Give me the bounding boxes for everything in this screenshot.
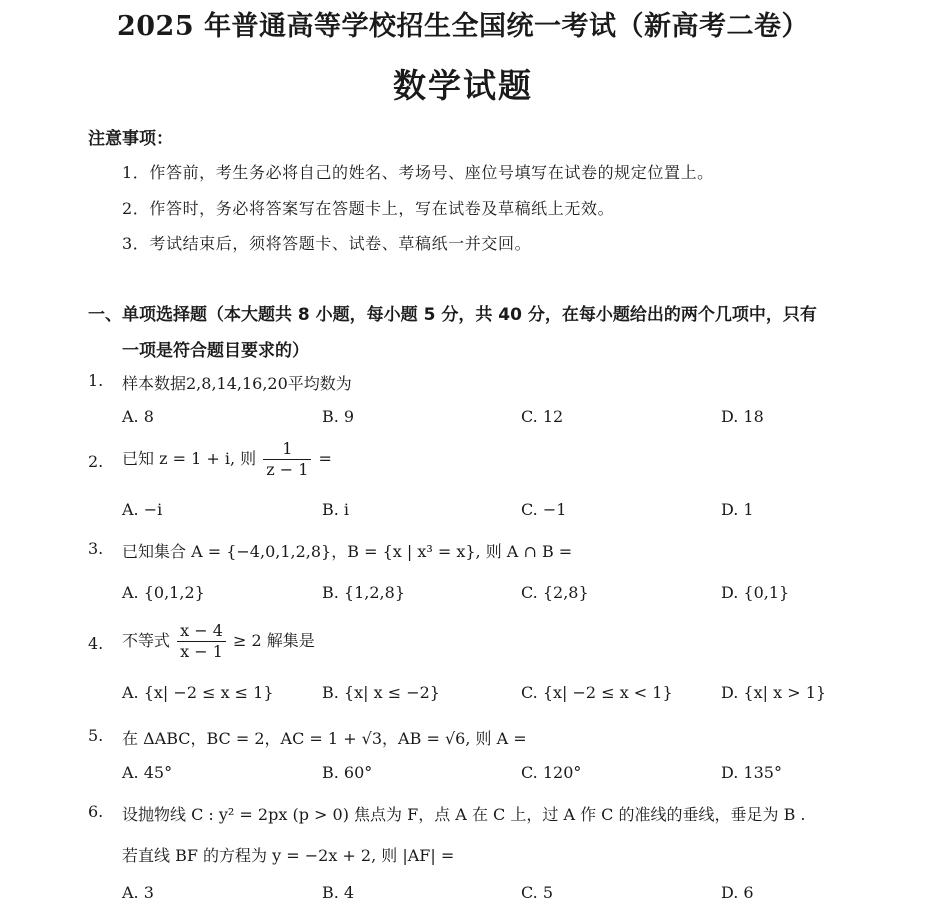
option-a: A. −i	[122, 500, 163, 519]
section-heading-cont: 一项是符合题目要求的）	[122, 341, 309, 361]
subject-title: 数学试题	[393, 66, 533, 105]
exam-title: 2025 年普通高等学校招生全国统一考试（新高考二卷）	[116, 11, 810, 42]
notice-heading: 注意事项：	[88, 129, 173, 149]
option-d: D. {x| x > 1}	[721, 683, 827, 702]
option-b: B. 9	[322, 407, 355, 426]
question-number: 1.	[88, 371, 104, 390]
fraction-denominator: x − 1	[180, 642, 223, 661]
question-stem: 在 ΔABC，BC = 2，AC = 1 + √3，AB = √6, 则 A =	[122, 729, 527, 748]
option-a: A. 3	[122, 883, 154, 902]
option-b: B. 4	[322, 883, 355, 902]
option-c: C. 12	[521, 407, 564, 426]
option-c: C. −1	[521, 500, 567, 519]
option-d: D. 135°	[721, 763, 782, 782]
option-d: D. {0,1}	[721, 583, 790, 602]
question-stem	[122, 622, 315, 661]
fraction	[177, 622, 226, 661]
question-number: 4.	[88, 634, 104, 653]
question-stem: 已知集合 A = {−4,0,1,2,8}，B = {x | x³ = x}, 则 A ∩ B =	[122, 542, 573, 561]
option-a: A. 45°	[122, 763, 173, 782]
option-a: A. {x| −2 ≤ x ≤ 1}	[122, 683, 274, 702]
question-stem	[122, 440, 332, 479]
option-b: B. 60°	[322, 763, 373, 782]
question-number: 3.	[88, 539, 104, 558]
stem-suffix: ≥ 2 解集是	[232, 631, 315, 650]
notice-item-3: 3．考试结束后，须将答题卡、试卷、草稿纸一并交回。	[122, 234, 532, 253]
option-c: C. {x| −2 ≤ x < 1}	[521, 683, 673, 702]
stem-suffix: =	[318, 449, 332, 468]
question-number: 5.	[88, 726, 104, 745]
option-b: B. {x| x ≤ −2}	[322, 683, 440, 702]
fraction-numerator: 1	[263, 440, 311, 460]
question-stem-line-1: 设抛物线 C : y² = 2px (p > 0) 焦点为 F，点 A 在 C 上，过 A 作 C 的准线的垂线，垂足为 B .	[122, 805, 806, 824]
section-heading: 一、单项选择题（本大题共 8 小题，每小题 5 分，共 40 分，在每小题给出的两个几项中，只有	[88, 305, 817, 325]
question-number: 2.	[88, 452, 104, 471]
option-d: D. 18	[721, 407, 764, 426]
fraction-denominator: z − 1	[266, 460, 309, 479]
option-c: C. {2,8}	[521, 583, 589, 602]
notice-item-1: 1．作答前，考生务必将自己的姓名、考场号、座位号填写在试卷的规定位置上。	[122, 163, 714, 182]
stem-prefix: 不等式	[122, 631, 171, 650]
option-a: A. 8	[122, 407, 154, 426]
notice-item-2: 2．作答时，务必将答案写在答题卡上，写在试卷及草稿纸上无效。	[122, 199, 615, 218]
fraction	[263, 440, 311, 479]
question-stem-line-2: 若直线 BF 的方程为 y = −2x + 2, 则 |AF| =	[122, 846, 455, 865]
question-number: 6.	[88, 802, 104, 821]
option-b: B. {1,2,8}	[322, 583, 405, 602]
question-stem: 样本数据2,8,14,16,20平均数为	[122, 374, 352, 393]
option-c: C. 120°	[521, 763, 582, 782]
option-a: A. {0,1,2}	[122, 583, 205, 602]
option-d: D. 1	[721, 500, 754, 519]
stem-prefix: 已知 z = 1 + i, 则	[122, 449, 257, 468]
fraction-numerator: x − 4	[177, 622, 226, 642]
option-b: B. i	[322, 500, 350, 519]
option-d: D. 6	[721, 883, 754, 902]
option-c: C. 5	[521, 883, 554, 902]
